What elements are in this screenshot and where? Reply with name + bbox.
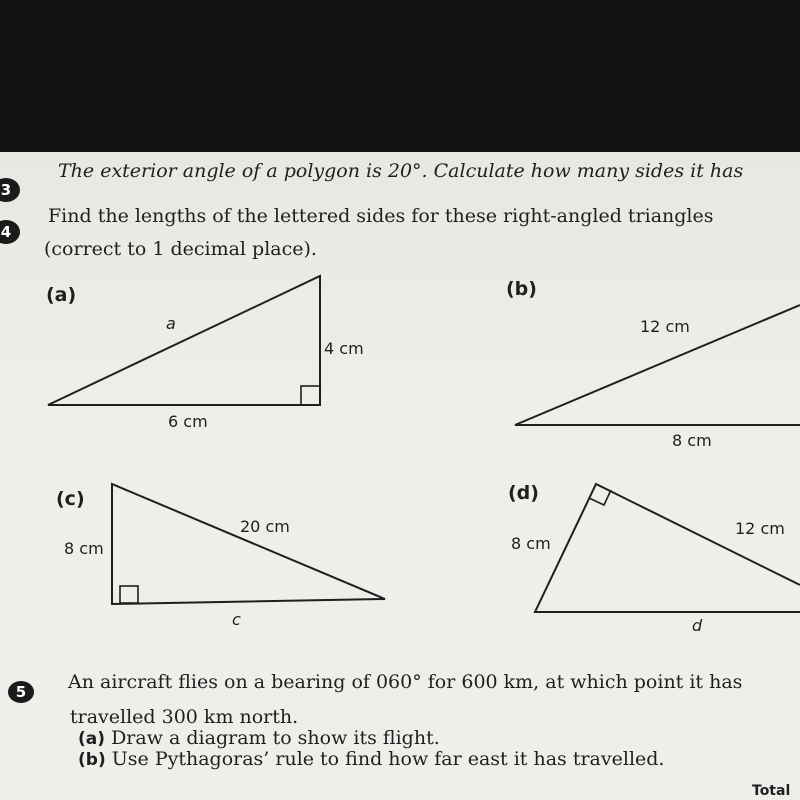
side-b-base-length: 8 cm bbox=[672, 431, 712, 450]
question-4-line-1: Find the lengths of the lettered sides for these right-angled triangles bbox=[48, 205, 714, 227]
question-4-line-2: (correct to 1 decimal place). bbox=[44, 238, 317, 260]
side-c-hypotenuse-length: 20 cm bbox=[240, 517, 290, 536]
question-5-part-a bbox=[78, 727, 440, 749]
total-label: Total bbox=[752, 783, 791, 799]
question-5-line-1: An aircraft flies on a bearing of 060° for 600 km, at which point it has bbox=[68, 671, 743, 693]
side-d-right-length: 12 cm bbox=[735, 519, 785, 538]
side-a-variable: a bbox=[166, 314, 176, 333]
triangle-a bbox=[48, 276, 320, 405]
side-a-vertical-length: 4 cm bbox=[324, 339, 364, 358]
question-5-part-b bbox=[78, 748, 664, 770]
side-c-vertical-length: 8 cm bbox=[64, 539, 104, 558]
right-angle-marker-a bbox=[301, 386, 320, 405]
right-angle-marker-c bbox=[120, 586, 138, 603]
question-5-part-a-text: Draw a diagram to show its flight. bbox=[111, 727, 440, 749]
triangle-d bbox=[535, 484, 800, 612]
side-c-variable: c bbox=[232, 610, 241, 629]
question-4-number: 4 bbox=[0, 220, 20, 244]
part-c-label: (c) bbox=[56, 488, 85, 510]
question-3-text-content: The exterior angle of a polygon is 20°. Calculate how many sides it has bbox=[58, 160, 744, 182]
question-5-line-2: travelled 300 km north. bbox=[70, 706, 299, 728]
question-5-part-b-label: (b) bbox=[78, 750, 106, 770]
side-a-base-length: 6 cm bbox=[168, 412, 208, 431]
part-a-label: (a) bbox=[46, 284, 77, 306]
side-d-left-length: 8 cm bbox=[511, 534, 551, 553]
question-3-number: 3 bbox=[0, 178, 20, 202]
side-b-hypotenuse-length: 12 cm bbox=[640, 317, 690, 336]
triangle-c bbox=[112, 484, 385, 604]
part-b-label: (b) bbox=[506, 278, 537, 300]
question-5-part-b-text: Use Pythagoras’ rule to find how far east it has travelled. bbox=[111, 748, 665, 770]
question-5-part-a-label: (a) bbox=[78, 729, 106, 749]
side-d-variable: d bbox=[692, 616, 703, 635]
part-d-label: (d) bbox=[508, 482, 539, 504]
question-5-number: 5 bbox=[8, 681, 34, 703]
